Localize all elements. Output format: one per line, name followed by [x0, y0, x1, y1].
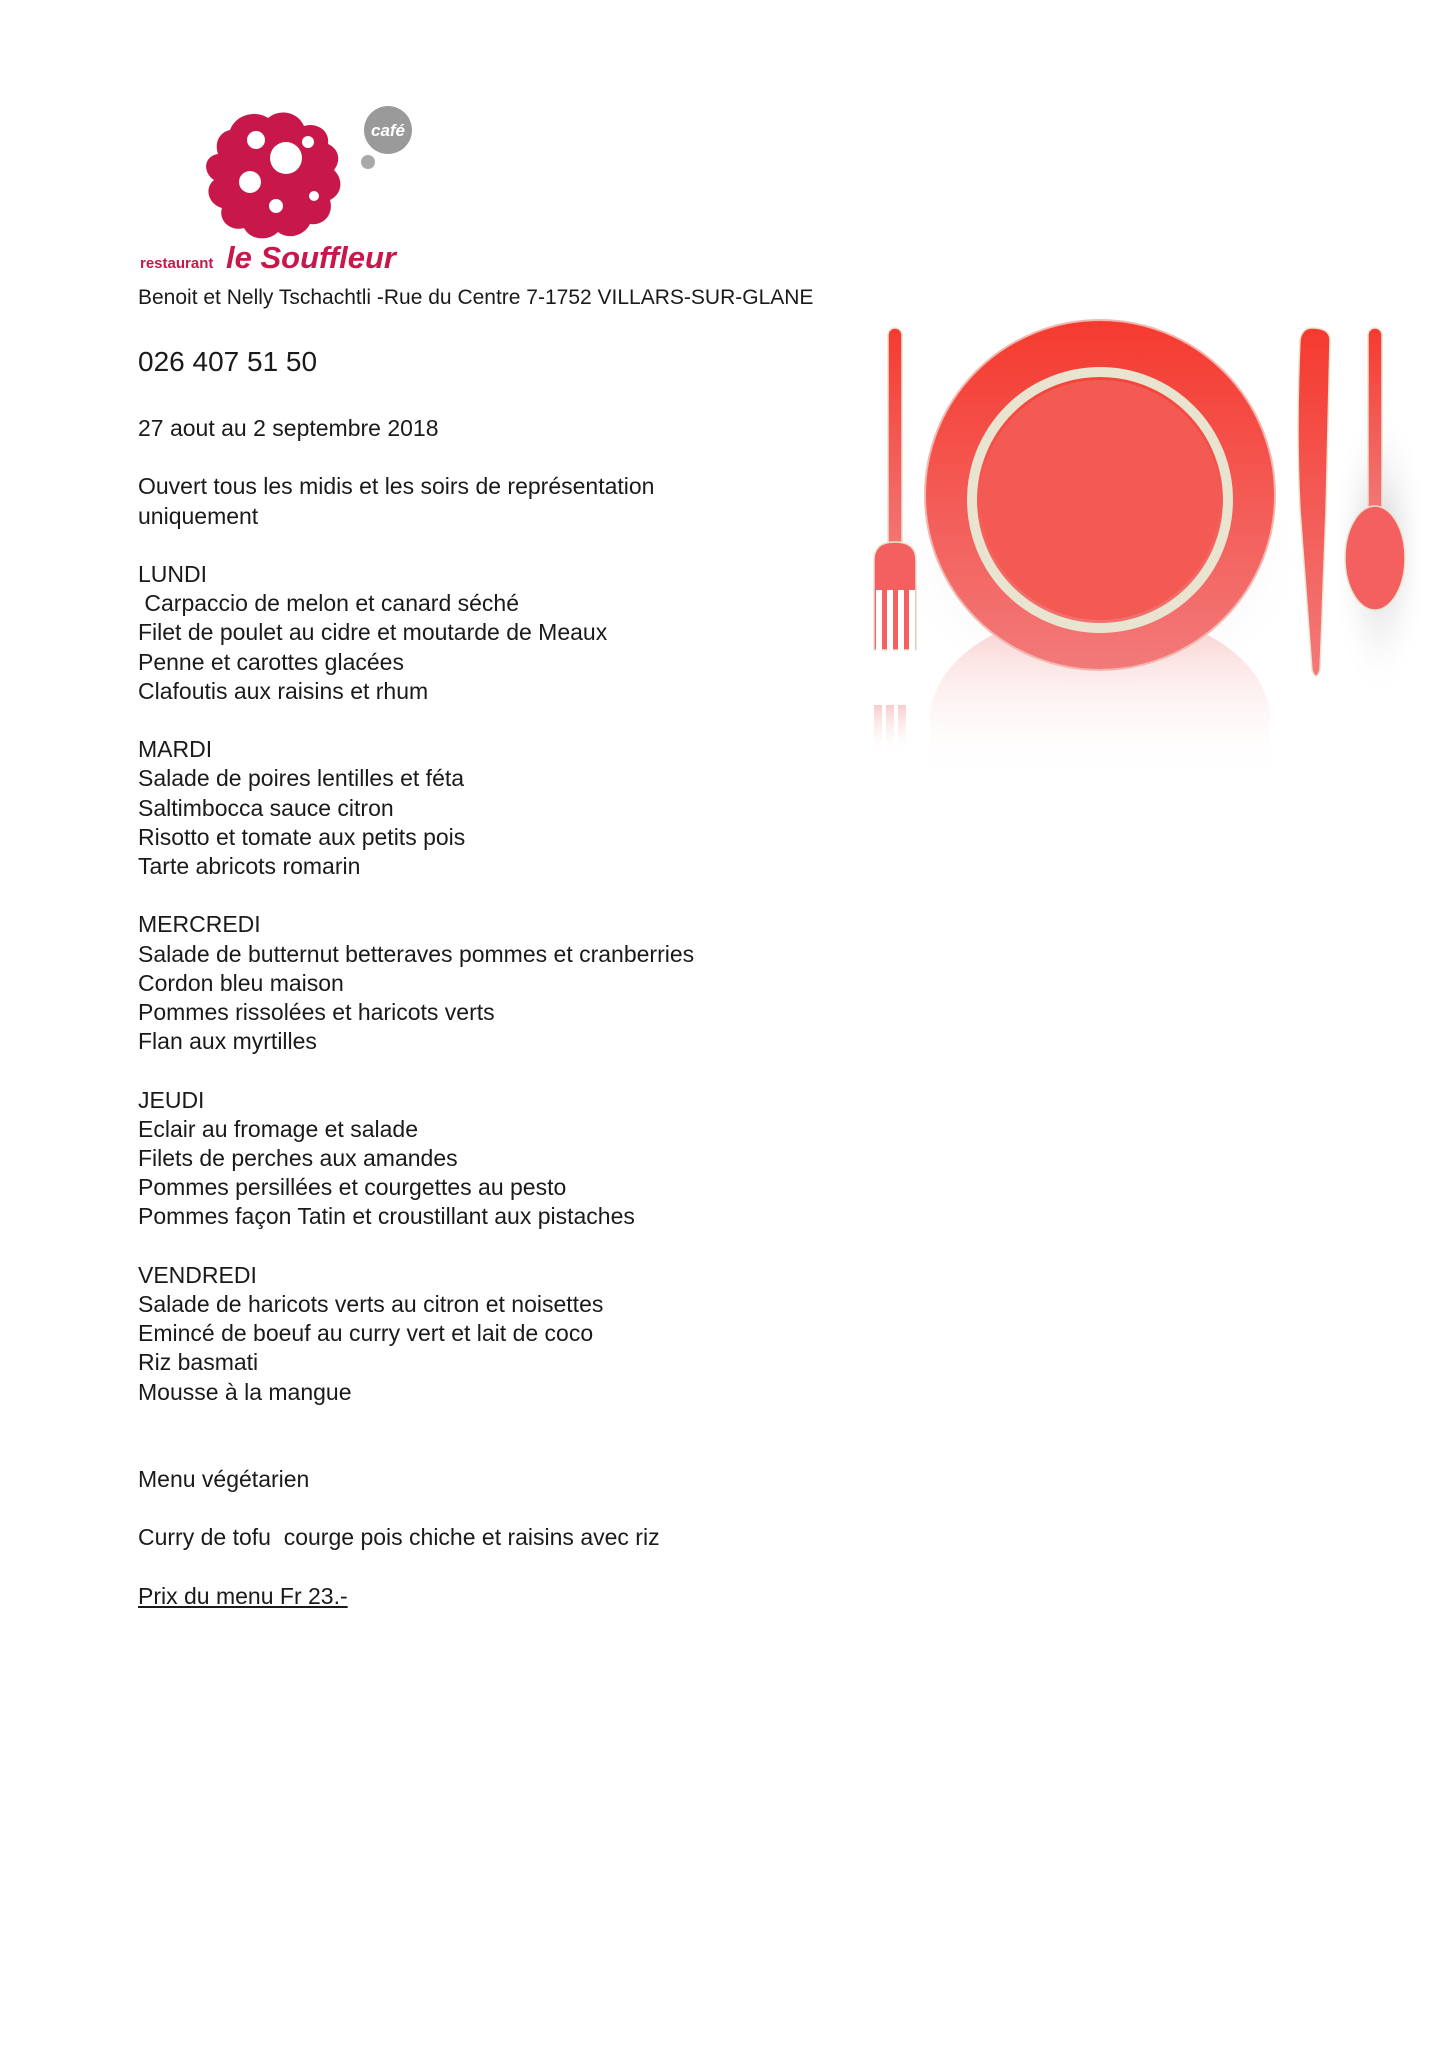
dish: Clafoutis aux raisins et rhum — [138, 677, 429, 704]
opening-line: uniquement — [138, 502, 259, 529]
plate — [925, 320, 1275, 670]
dish: Riz basmati — [138, 1349, 259, 1376]
menu-content — [138, 414, 858, 1640]
day-wednesday — [138, 910, 858, 1056]
knife — [1298, 328, 1330, 676]
dish: Salade de poires lentilles et féta — [138, 765, 465, 792]
logo-blob — [206, 112, 340, 238]
dish: Emincé de boeuf au curry vert et lait de coco — [138, 1320, 594, 1347]
dish: Penne et carottes glacées — [138, 648, 404, 675]
dish: Carpaccio de melon et canard séché — [138, 590, 519, 617]
dish: Flan aux myrtilles — [138, 1028, 317, 1055]
fork — [874, 328, 916, 654]
dish: Filets de perches aux amandes — [138, 1145, 458, 1171]
day-tuesday — [138, 735, 858, 881]
dish: Salade de haricots verts au citron et noisettes — [138, 1291, 604, 1317]
day-name: VENDREDI — [138, 1261, 257, 1288]
dish: Pommes façon Tatin et croustillant aux pistaches — [138, 1203, 635, 1230]
day-monday — [138, 560, 858, 706]
vegetarian-title: Menu végétarien — [138, 1465, 310, 1492]
dish: Pommes persillées et courgettes au pesto — [138, 1174, 567, 1201]
day-thursday — [138, 1086, 858, 1232]
dish: Eclair au fromage et salade — [138, 1115, 418, 1142]
opening-line: Ouvert tous les midis et les soirs de représentation — [138, 473, 655, 500]
dish: Tarte abricots romarin — [138, 853, 361, 879]
week-dates: 27 aout au 2 septembre 2018 — [138, 415, 439, 441]
opening-hours — [138, 472, 858, 530]
dish: Risotto et tomate aux petits pois — [138, 823, 466, 850]
plate-cutlery-illustration — [860, 310, 1420, 810]
dish: Saltimbocca sauce citron — [138, 794, 394, 821]
day-name: MARDI — [138, 736, 213, 763]
dish: Mousse à la mangue — [138, 1378, 352, 1405]
svg-text:restaurant: restaurant — [140, 255, 214, 272]
svg-text:café: café — [370, 121, 406, 140]
phone-number: 026 407 51 50 — [138, 346, 318, 377]
dish: Salade de butternut betteraves pommes et cranberries — [138, 940, 695, 967]
dish: Cordon bleu maison — [138, 969, 344, 996]
day-name: LUNDI — [138, 560, 208, 587]
day-name: MERCREDI — [138, 911, 261, 938]
dish: Filet de poulet au cidre et moutarde de Meaux — [138, 619, 608, 646]
day-friday — [138, 1261, 858, 1407]
svg-text:le Souffleur: le Souffleur — [226, 240, 396, 275]
vegetarian-dish: Curry de tofu courge pois chiche et raisins avec riz — [138, 1524, 660, 1551]
dish: Pommes rissolées et haricots verts — [138, 999, 495, 1025]
menu-price: Prix du menu Fr 23.- — [138, 1582, 348, 1609]
address: Benoit et Nelly Tschachtli -Rue du Centre 7-1752 VILLARS-SUR-GLANE — [138, 286, 814, 309]
restaurant-logo — [138, 100, 468, 280]
day-name: JEUDI — [138, 1086, 205, 1113]
